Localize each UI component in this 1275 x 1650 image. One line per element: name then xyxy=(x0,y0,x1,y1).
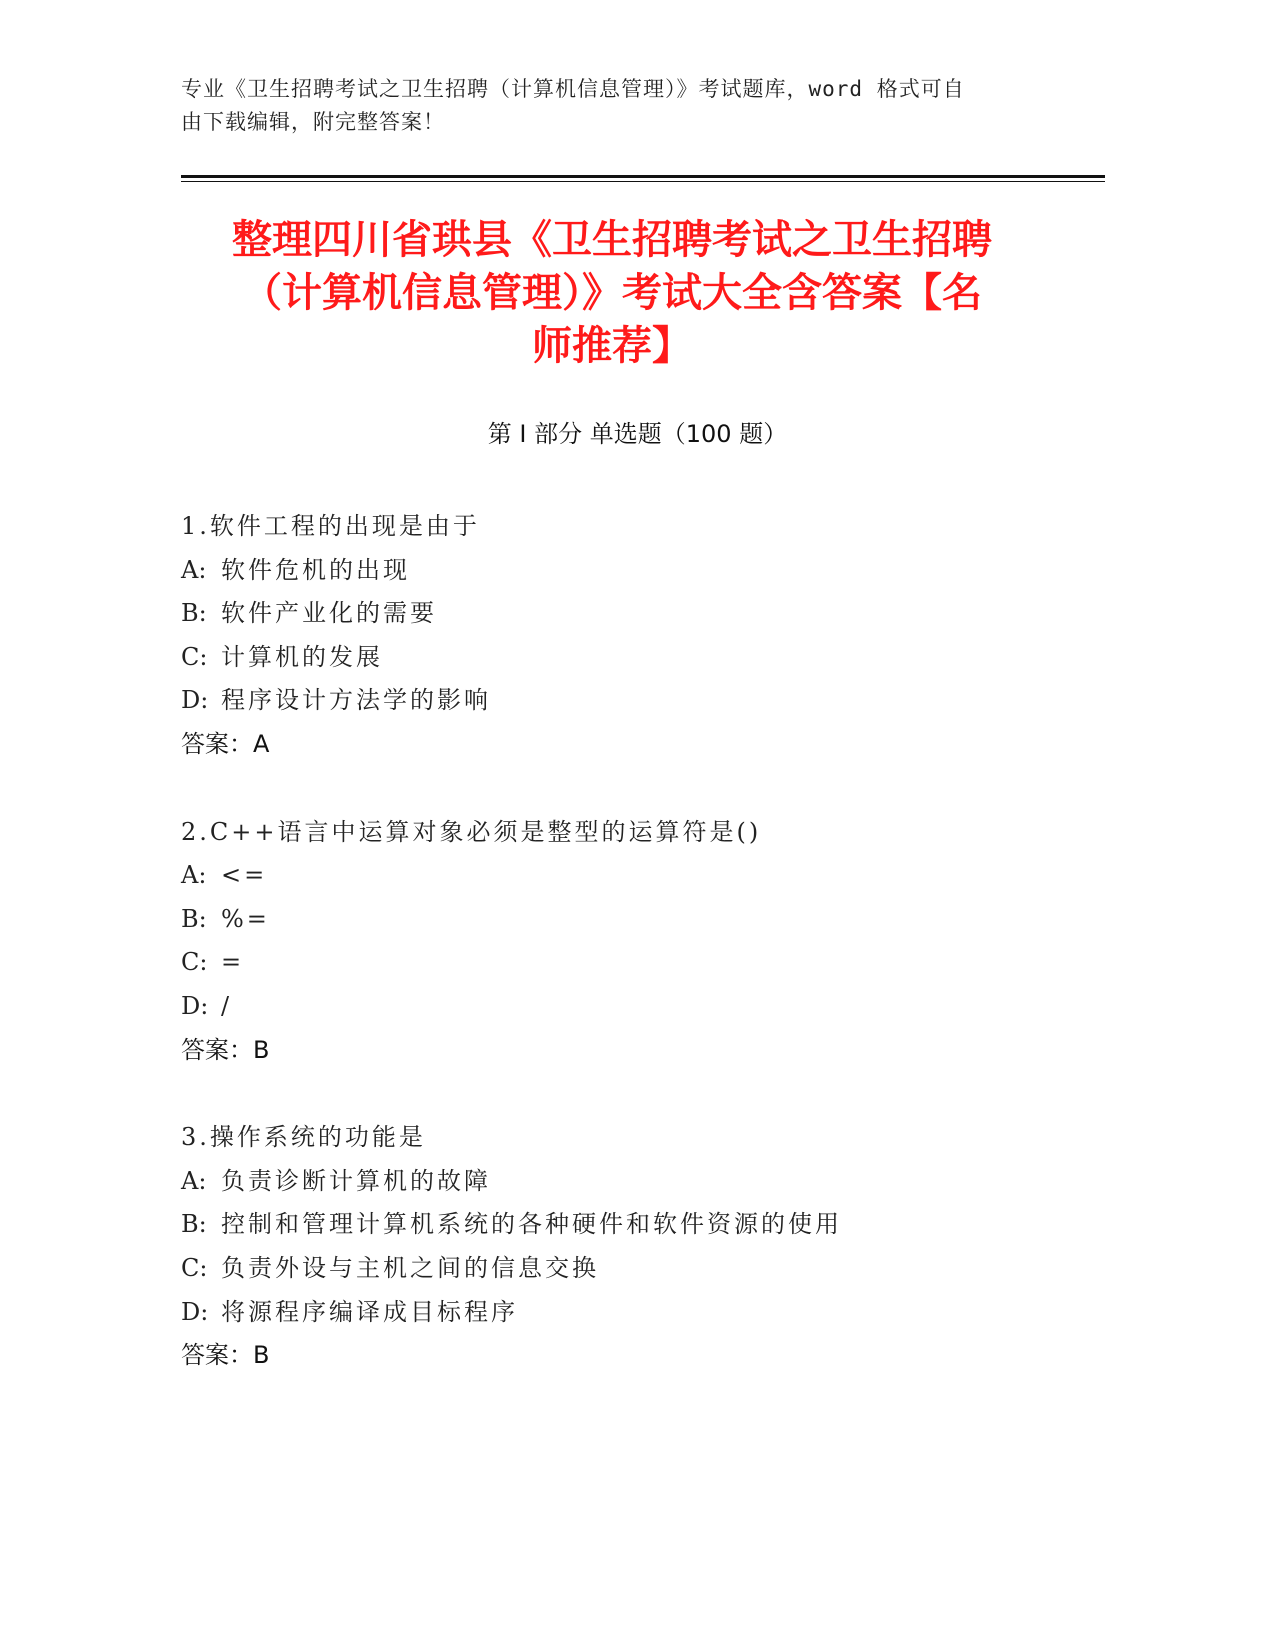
option-d xyxy=(181,679,1105,723)
option-label: C: xyxy=(181,948,208,977)
option-label: A: xyxy=(181,555,207,584)
option-text: 软件产业化的需要 xyxy=(221,599,437,628)
question-3 xyxy=(181,1116,1105,1378)
option-text: 负责外设与主机之间的信息交换 xyxy=(221,1253,599,1282)
option-text: 控制和管理计算机系统的各种硬件和软件资源的使用 xyxy=(221,1210,842,1239)
option-c xyxy=(181,636,1105,680)
option-label: B: xyxy=(181,599,207,628)
option-b xyxy=(181,592,1105,636)
option-label: A: xyxy=(181,861,207,890)
option-text: 负责诊断计算机的故障 xyxy=(221,1166,491,1195)
option-b xyxy=(181,898,1105,942)
option-label: B: xyxy=(181,904,207,933)
option-text: 将源程序编译成目标程序 xyxy=(221,1297,518,1326)
option-c xyxy=(181,941,1105,985)
header-divider-thin xyxy=(181,181,1105,182)
header-line-2: 由下载编辑，附完整答案！ xyxy=(181,110,445,134)
document-header xyxy=(181,73,1031,139)
option-c xyxy=(181,1247,1105,1291)
option-label: C: xyxy=(181,1253,208,1282)
question-stem: 3.操作系统的功能是 xyxy=(181,1123,426,1152)
question-1 xyxy=(181,505,1105,767)
option-d xyxy=(181,1291,1105,1335)
header-divider-thick xyxy=(181,175,1105,178)
question-stem: 2.C++语言中运算对象必须是整型的运算符是() xyxy=(181,817,762,846)
option-text: = xyxy=(221,948,245,977)
option-label: D: xyxy=(181,1297,209,1326)
option-text: <= xyxy=(221,861,268,890)
option-a xyxy=(181,549,1105,593)
option-d xyxy=(181,985,1105,1029)
option-text: 软件危机的出现 xyxy=(221,555,410,584)
option-label: D: xyxy=(181,686,209,715)
option-label: C: xyxy=(181,642,208,671)
title-line-3: 师推荐】 xyxy=(532,323,692,369)
document-title xyxy=(181,214,1043,373)
option-label: D: xyxy=(181,991,209,1020)
option-a xyxy=(181,1160,1105,1204)
title-line-2: （计算机信息管理）》考试大全含答案【名 xyxy=(242,270,982,316)
option-label: B: xyxy=(181,1210,207,1239)
answer-line: 答案：B xyxy=(181,1341,270,1370)
option-text: 程序设计方法学的影响 xyxy=(221,686,491,715)
option-b xyxy=(181,1203,1105,1247)
option-a xyxy=(181,854,1105,898)
header-line-1: 专业《卫生招聘考试之卫生招聘（计算机信息管理）》考试题库，word 格式可自 xyxy=(181,77,965,101)
question-stem: 1.软件工程的出现是由于 xyxy=(181,512,480,540)
option-label: A: xyxy=(181,1166,207,1195)
option-text: 计算机的发展 xyxy=(221,642,383,671)
option-text: %= xyxy=(221,904,270,933)
title-line-1: 整理四川省珙县《卫生招聘考试之卫生招聘 xyxy=(232,217,992,263)
answer-line: 答案：B xyxy=(181,1035,270,1064)
question-2 xyxy=(181,811,1105,1073)
question-list xyxy=(181,505,1105,1422)
section-title: 第 I 部分 单选题（100 题） xyxy=(487,420,788,448)
answer-line: 答案：A xyxy=(181,729,270,758)
option-text: / xyxy=(221,991,233,1020)
